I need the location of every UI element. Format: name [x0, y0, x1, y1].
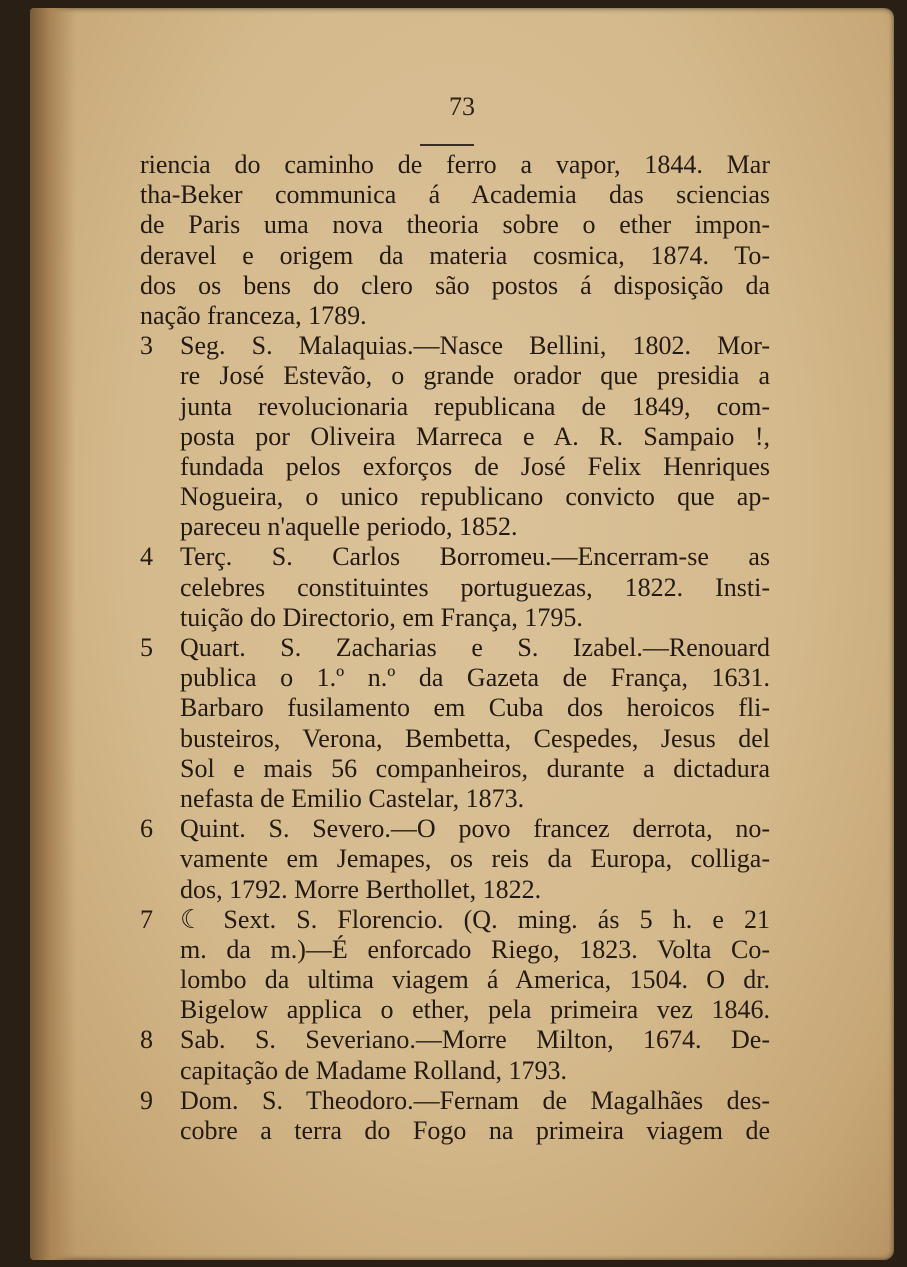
- text-line: [140, 965, 770, 995]
- line-text: busteiros, Verona, Bembetta, Cespedes, Jesus del: [180, 723, 770, 753]
- page-number: 73: [449, 92, 475, 121]
- text-line: [140, 1056, 770, 1086]
- day-number: 9: [140, 1085, 153, 1115]
- entry-first-line: [140, 814, 770, 844]
- book-spine-shadow: [30, 8, 76, 1260]
- header-rule: [420, 144, 474, 146]
- day-number: 6: [140, 814, 153, 844]
- line-text: fundada pelos exforços de José Felix Henriques: [180, 451, 770, 481]
- text-line: [140, 361, 770, 391]
- line-text: Quart. S. Zacharias e S. Izabel.—Renouard: [180, 633, 770, 662]
- day-number: 8: [140, 1025, 153, 1055]
- text-line: [140, 150, 770, 180]
- entry-first-line: [140, 905, 770, 935]
- line-text: celebres constituintes portuguezas, 1822. Insti-: [180, 572, 770, 602]
- line-text: Sol e mais 56 companheiros, durante a dictadura: [180, 753, 770, 783]
- line-text: lombo da ultima viagem á America, 1504. O dr.: [180, 965, 770, 995]
- day-number: 5: [140, 633, 153, 662]
- text-line: [140, 452, 770, 482]
- entry-first-line: [140, 1025, 770, 1055]
- text-line: [140, 180, 770, 210]
- entry-first-line: [140, 1086, 770, 1116]
- line-text: capitação de Madame Rolland, 1793.: [180, 1055, 567, 1085]
- line-text: Seg. S. Malaquias.—Nasce Bellini, 1802. Mor-: [180, 331, 770, 361]
- line-text: de Paris uma nova theoria sobre o ether impon-: [140, 210, 770, 240]
- line-text: publica o 1.º n.º da Gazeta de França, 1631.: [180, 663, 770, 693]
- line-text: riencia do caminho de ferro a vapor, 1844. Mar: [140, 150, 770, 179]
- line-text: posta por Oliveira Marreca e A. R. Sampaio !,: [180, 421, 770, 451]
- line-text: Bigelow applica o ether, pela primeira vez 1846.: [180, 995, 770, 1025]
- line-text: tha-Beker communica á Academia das sciencias: [140, 180, 770, 210]
- text-line: [140, 603, 770, 633]
- line-text: Nogueira, o unico republicano convicto que ap-: [180, 482, 770, 512]
- line-text: ☾ Sext. S. Florencio. (Q. ming. ás 5 h. e 21: [180, 904, 770, 934]
- line-text: re José Estevão, o grande orador que presidia a: [180, 361, 770, 391]
- text-line: [140, 392, 770, 422]
- entry-first-line: [140, 331, 770, 361]
- text-line: [140, 301, 770, 331]
- entry-first-line: [140, 542, 770, 572]
- text-line: [140, 271, 770, 301]
- line-text: vamente em Jemapes, os reis da Europa, colliga-: [180, 844, 770, 874]
- text-line: [140, 241, 770, 271]
- text-line: [140, 573, 770, 603]
- text-line: [140, 724, 770, 754]
- line-text: Quint. S. Severo.—O povo francez derrota, no-: [180, 814, 770, 844]
- day-number: 4: [140, 542, 153, 572]
- text-line: [140, 844, 770, 874]
- text-line: [140, 1116, 770, 1146]
- text-line: [140, 210, 770, 240]
- text-line: [140, 995, 770, 1025]
- line-text: deravel e origem da materia cosmica, 1874. To-: [140, 240, 770, 270]
- line-text: dos os bens do clero são postos á disposição da: [140, 270, 770, 300]
- text-line: [140, 482, 770, 512]
- line-text: tuição do Directorio, em França, 1795.: [180, 602, 583, 632]
- text-line: [140, 784, 770, 814]
- text-line: [140, 512, 770, 542]
- text-line: [140, 875, 770, 905]
- day-number: 7: [140, 904, 153, 934]
- line-text: Sab. S. Severiano.—Morre Milton, 1674. De-: [180, 1025, 770, 1055]
- line-text: junta revolucionaria republicana de 1849, com-: [180, 391, 770, 421]
- text-line: [140, 422, 770, 452]
- line-text: dos, 1792. Morre Berthollet, 1822.: [180, 874, 542, 904]
- line-text: nefasta de Emilio Castelar, 1873.: [180, 783, 525, 813]
- book-page: [30, 8, 894, 1260]
- line-text: Barbaro fusilamento em Cuba dos heroicos fli-: [180, 693, 770, 723]
- body-text: [140, 150, 770, 1146]
- line-text: m. da m.)—É enforcado Riego, 1823. Volta Co-: [180, 934, 770, 964]
- line-text: pareceu n'aquelle periodo, 1852.: [180, 512, 518, 542]
- text-line: [140, 693, 770, 723]
- line-text: cobre a terra do Fogo na primeira viagem de: [180, 1116, 770, 1145]
- line-text: Terç. S. Carlos Borromeu.—Encerram-se as: [180, 542, 770, 572]
- line-text: nação franceza, 1789.: [140, 300, 367, 330]
- text-line: [140, 754, 770, 784]
- entry-first-line: [140, 633, 770, 663]
- day-number: 3: [140, 331, 153, 361]
- text-line: [140, 663, 770, 693]
- text-line: [140, 935, 770, 965]
- line-text: Dom. S. Theodoro.—Fernam de Magalhães des-: [180, 1085, 770, 1115]
